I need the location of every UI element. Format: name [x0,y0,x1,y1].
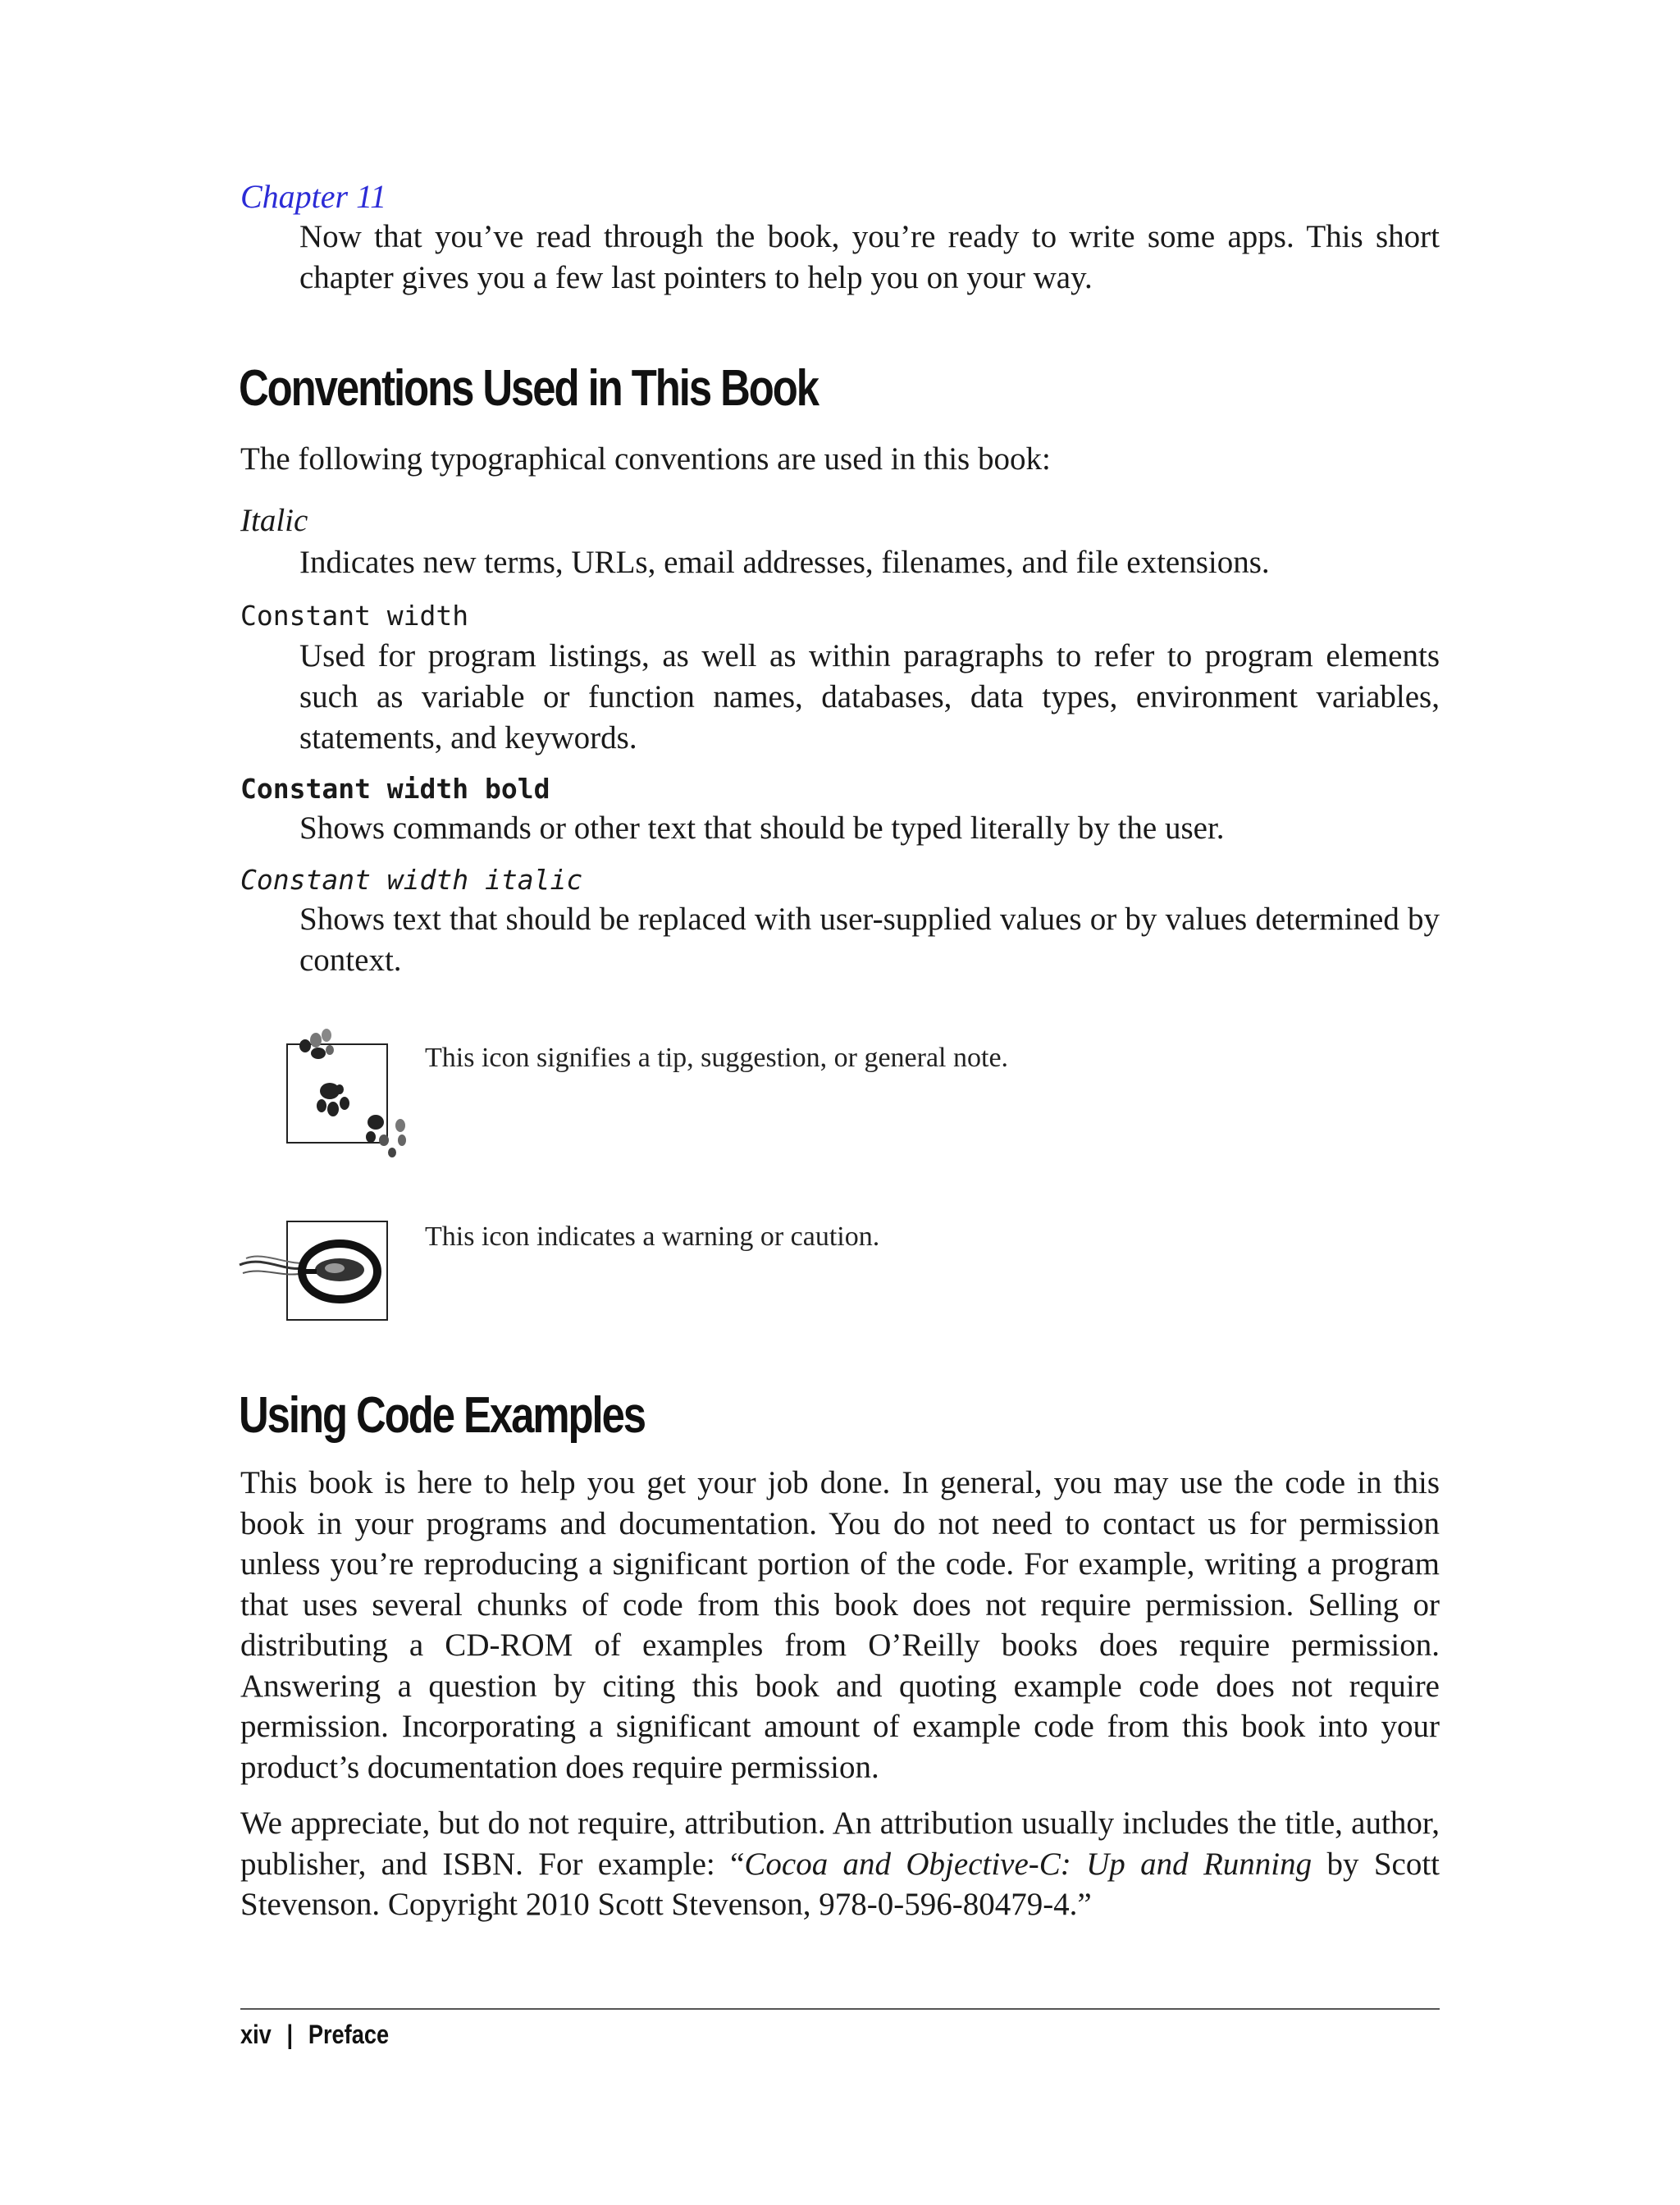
warning-note-text: This icon indicates a warning or caution. [425,1221,880,1252]
term-constant-width-description: Used for program listings, as well as within paragraphs to refer to program elements such as variable or function names, databases, data types, environment variables, statements, and keywords. [299,638,1440,756]
footer-section: Preface [308,2020,390,2049]
paw-prints-icon [279,1017,418,1165]
chapter-11-description: Now that you’ve read through the book, you’re ready to write some apps. This short chapter gives you a few last pointers to help you on your way. [299,219,1440,295]
animal-trap-icon [238,1230,394,1312]
chapter-11-link[interactable]: Chapter 11 [240,178,387,215]
conventions-intro: The following typographical conventions are used in this book: [240,441,1051,477]
book-title-citation: Cocoa and Objective-C: Up and Running [744,1846,1312,1882]
footer-rule [240,2008,1440,2010]
tip-note-text: This icon signifies a tip, suggestion, or general note. [425,1043,1009,1073]
term-constant-width: Constant width [240,600,469,632]
term-constant-width-bold: Constant width bold [240,773,550,805]
page-number: xiv [240,2020,272,2049]
term-italic: Italic [240,503,308,538]
term-constant-width-italic: Constant width italic [240,864,583,896]
code-examples-heading: Using Code Examples [239,1387,646,1444]
conventions-heading: Conventions Used in This Book [239,360,819,417]
footer-separator: | [286,2020,294,2049]
attribution-text-start: We appreciate, but do not require, attribution. An attribution usually includes the title, author, publisher, and ISBN. For example: “ [240,1806,1440,1882]
attribution-text-end: by Scott Stevenson. Copyright 2010 Scott Stevenson, 978-0-596-80479-4.” [240,1846,1440,1922]
page-footer [240,2018,389,2051]
term-constant-width-bold-description: Shows commands or other text that should be typed literally by the user. [299,810,1225,846]
code-examples-paragraph-1: This book is here to help you get your job done. In general, you may use the code in this book in your programs and documentation. You do not need to contact us for permission unless you’re reproducing a significant portion of the code. For example, writing a program that uses several chunks of code from this book does not require permission. Selling or distributing a CD-ROM of examples from O’Reilly books does require permission. Answering a question by citing this book and quoting example code does not require permission. Incorporating a significant amount of example code from this book into your product’s documentation does require permission. [240,1465,1440,1785]
term-italic-description: Indicates new terms, URLs, email addresses, filenames, and file extensions. [299,545,1270,580]
code-examples-paragraph-2 [240,1803,1440,1925]
term-constant-width-italic-description: Shows text that should be replaced with user-supplied values or by values determined by context. [299,902,1440,978]
